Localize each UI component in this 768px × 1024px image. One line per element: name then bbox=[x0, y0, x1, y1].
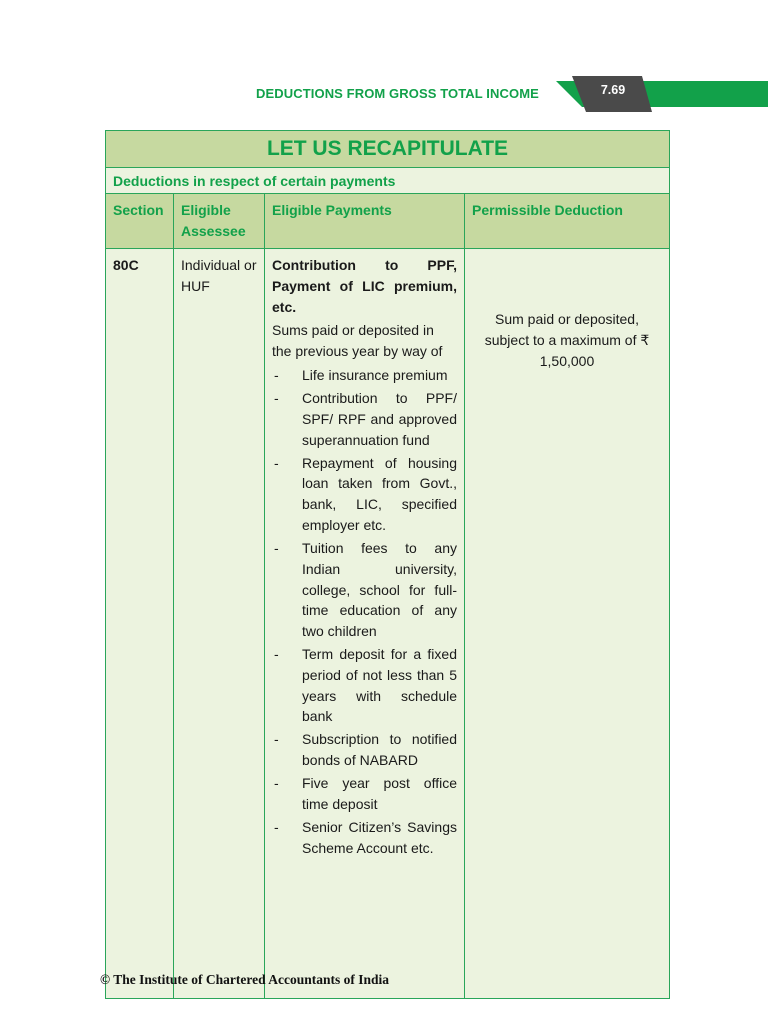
table-title: LET US RECAPITULATE bbox=[106, 131, 670, 168]
table-row bbox=[106, 249, 670, 999]
column-header-section: Section bbox=[106, 194, 174, 249]
assessee-cell: Individual or HUF bbox=[174, 249, 265, 999]
column-header-eligible-payments: Eligible Payments bbox=[265, 194, 465, 249]
payments-heading: Contribution to PPF, Payment of LIC premium, etc. bbox=[272, 257, 457, 315]
payments-intro: Sums paid or deposited in the previous year by way of bbox=[272, 322, 443, 360]
recap-table bbox=[105, 130, 670, 999]
page-number: 7.69 bbox=[600, 83, 626, 97]
list-item: - Term deposit for a fixed period of not less than 5 years with schedule bank bbox=[272, 644, 457, 727]
deduction-cell: Sum paid or deposited, subject to a maximum of ₹ 1,50,000 bbox=[465, 249, 670, 999]
list-item: - Senior Citizen’s Savings Scheme Account etc. bbox=[272, 817, 457, 859]
list-item: - Five year post office time deposit bbox=[272, 773, 457, 815]
column-header-permissible-deduction: Permissible Deduction bbox=[465, 194, 670, 249]
payments-list bbox=[272, 365, 457, 859]
list-item: - Life insurance premium bbox=[272, 365, 457, 386]
list-item: - Contribution to PPF/ SPF/ RPF and approved superannuation fund bbox=[272, 388, 457, 450]
list-item: - Tuition fees to any Indian university, college, school for full-time education of any two children bbox=[272, 538, 457, 642]
section-cell: 80C bbox=[106, 249, 174, 999]
column-header-eligible-assessee: Eligible Assessee bbox=[174, 194, 265, 249]
list-item: - Repayment of housing loan taken from Govt., bank, LIC, specified employer etc. bbox=[272, 453, 457, 536]
payments-cell bbox=[265, 249, 465, 999]
running-header-title: DEDUCTIONS FROM GROSS TOTAL INCOME bbox=[256, 86, 539, 101]
list-item: - Subscription to notified bonds of NABARD bbox=[272, 729, 457, 771]
footer-copyright: © The Institute of Chartered Accountants of India bbox=[100, 972, 389, 987]
table-subtitle: Deductions in respect of certain payments bbox=[106, 168, 670, 194]
